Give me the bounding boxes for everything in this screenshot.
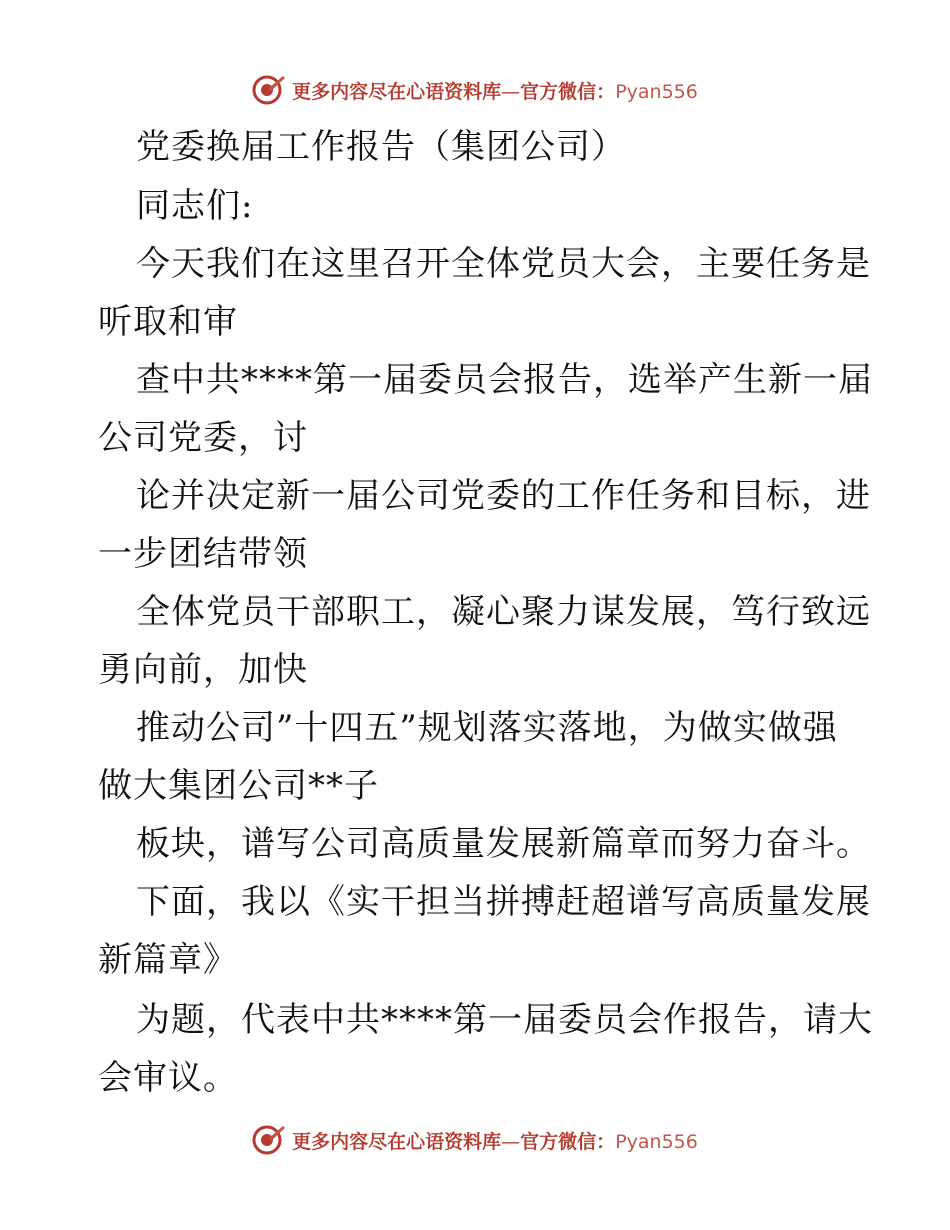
- paragraph-line: 听取和审: [98, 302, 238, 342]
- paragraph-line: 公司党委，讨: [98, 418, 308, 458]
- paragraph-line: 论并决定新一届公司党委的工作任务和目标，进: [136, 476, 871, 516]
- watermark-dash: —: [501, 1130, 521, 1153]
- watermark-site-text: 更多内容尽在心语资料库: [292, 80, 502, 103]
- paragraph-line: 做大集团公司**子: [98, 766, 379, 806]
- paragraph-line: 板块，谱写公司高质量发展新篇章而努力奋斗。: [136, 824, 871, 864]
- watermark-label: 官方微信：: [520, 80, 616, 103]
- salutation: 同志们:: [136, 186, 254, 226]
- paragraph-line: 查中共****第一届委员会报告，选举产生新一届: [136, 360, 873, 400]
- watermark-dash: —: [501, 80, 521, 103]
- paragraph-line: 一步团结带领: [98, 534, 308, 574]
- paragraph-line: 为题，代表中共****第一届委员会作报告，请大: [136, 1000, 873, 1040]
- paragraph-line: 推动公司”十四五”规划落实落地，为做实做强: [136, 708, 838, 748]
- paragraph-line: 全体党员干部职工，凝心聚力谋发展，笃行致远: [136, 592, 871, 632]
- paragraph-line: 下面，我以《实干担当拼搏赶超谱写高质量发展: [136, 882, 871, 922]
- paragraph-line: 新篇章》: [98, 940, 238, 980]
- document-title: 党委换届工作报告（集团公司）: [136, 127, 626, 167]
- footer-watermark: [0, 1122, 950, 1158]
- watermark-wechat-id: Pyan556: [615, 80, 698, 103]
- pen-circle-logo-icon: [252, 1123, 286, 1157]
- watermark-wechat-id: Pyan556: [615, 1130, 698, 1153]
- paragraph-line: 今天我们在这里召开全体党员大会，主要任务是: [136, 244, 871, 284]
- watermark-label: 官方微信：: [520, 1130, 616, 1153]
- paragraph-line: 勇向前，加快: [98, 650, 308, 690]
- watermark-site-text: 更多内容尽在心语资料库: [292, 1130, 502, 1153]
- paragraph-line: 会审议。: [98, 1058, 238, 1098]
